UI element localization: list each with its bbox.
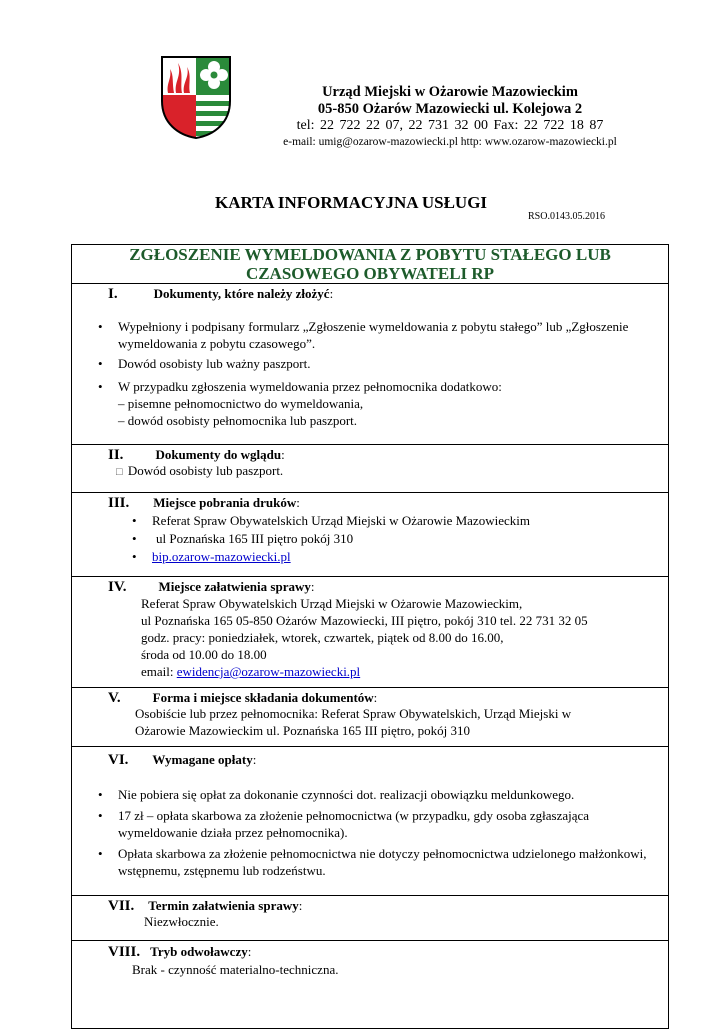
list-item: • Dowód osobisty lub ważny paszport. (98, 356, 311, 371)
service-title: ZGŁOSZENIE WYMELDOWANIA Z POBYTU STAŁEGO LUB CZASOWEGO OBYWATELI RP (129, 245, 611, 283)
row-divider (71, 895, 669, 896)
submission-details: Osobiście lub przez pełnomocnika: Referat Spraw Obywatelskich, Urząd Miejski w Ożarowie Mazowieckim ul. Poznańska 165 III piętro, pokój 310 (135, 706, 572, 738)
office-contact: e-mail: umig@ozarow-mazowiecki.pl http: www.ozarow-mazowiecki.pl (283, 136, 617, 148)
list-item: • Referat Spraw Obywatelskich Urząd Miejski w Ożarowie Mazowieckim (132, 513, 530, 528)
list-item: • 17 zł – opłata skarbowa za złożenie pełnomocnictwa (w przypadku, gdy osoba zgłaszająca wymeldowanie działa przez pełnomocnika). (98, 808, 590, 840)
coat-of-arms-logo (160, 55, 232, 140)
email-link[interactable]: ewidencja@ozarow-mazowiecki.pl (176, 664, 361, 679)
list-item: • ul Poznańska 165 III piętro pokój 310 (132, 531, 354, 546)
office-details: Referat Spraw Obywatelskich Urząd Miejski w Ożarowie Mazowieckim, ul Poznańska 165 05-850 Ożarów Mazowiecki, III piętro, pokój 310 tel. 22 731 32 05 godz. pracy: poniedziałek, wtorek, czwartek, piątek od 8.00 do 16.00, środa od 10.00 do 18.00 email: ewidencja@ozarow-mazowiecki.pl (141, 596, 588, 679)
row-divider (71, 687, 669, 688)
office-phone: tel: 22 722 22 07, 22 731 32 00 Fax: 22 722 18 87 (296, 118, 604, 133)
office-address: 05-850 Ożarów Mazowiecki ul. Kolejowa 2 (317, 101, 583, 117)
row-divider (71, 940, 669, 941)
row-divider (71, 746, 669, 747)
section-8-heading: VIII. Tryb odwoławczy: (108, 944, 252, 960)
section-2-heading: II. Dokumenty do wglądu: (108, 447, 285, 463)
document-title: KARTA INFORMACYJNA USŁUGI (215, 193, 488, 212)
reference-number: RSO.0143.05.2016 (528, 211, 605, 222)
list-item: • bip.ozarow-mazowiecki.pl (132, 549, 291, 564)
checkbox-icon: □ (116, 466, 123, 478)
list-item: • Wypełniony i podpisany formularz „Zgłoszenie wymeldowania z pobytu stałego” lub „Zgłoszenie wymeldowania z pobytu czasowego”. (98, 319, 629, 351)
section-3-heading: III. Miejsce pobrania druków: (108, 495, 300, 511)
office-name: Urząd Miejski w Ożarowie Mazowieckim (322, 84, 578, 100)
list-item: □ Dowód osobisty lub paszport. (116, 463, 284, 478)
section-7-heading: VII. Termin załatwienia sprawy: (108, 898, 303, 914)
list-item: • W przypadku zgłoszenia wymeldowania przez pełnomocnika dodatkowo: – pisemne pełnomocnictwo do wymeldowania, – dowód osobisty pełnomocnika lub paszport. (98, 379, 502, 428)
row-divider (71, 576, 669, 577)
row-divider (71, 492, 669, 493)
list-item: • Opłata skarbowa za złożenie pełnomocnictwa nie dotyczy pełnomocnictwa udzielonego małżonkowi, wstępnemu, zstępnemu lub rodzeństwu. (98, 846, 647, 878)
appeal-procedure: Brak - czynność materialno-techniczna. (132, 962, 339, 977)
section-4-heading: IV. Miejsce załatwienia sprawy: (108, 579, 315, 595)
section-6-heading: VI. Wymagane opłaty: (108, 752, 257, 768)
row-divider (71, 444, 669, 445)
section-1-heading: I. Dokumenty, które należy złożyć: (108, 286, 334, 302)
list-item: • Nie pobiera się opłat za dokonanie czynności dot. realizacji obowiązku meldunkowego. (98, 787, 575, 802)
section-5-heading: V. Forma i miejsce składania dokumentów: (108, 690, 378, 706)
bip-link[interactable]: bip.ozarow-mazowiecki.pl (152, 549, 291, 564)
row-divider (71, 283, 669, 284)
processing-time: Niezwłocznie. (144, 914, 219, 929)
